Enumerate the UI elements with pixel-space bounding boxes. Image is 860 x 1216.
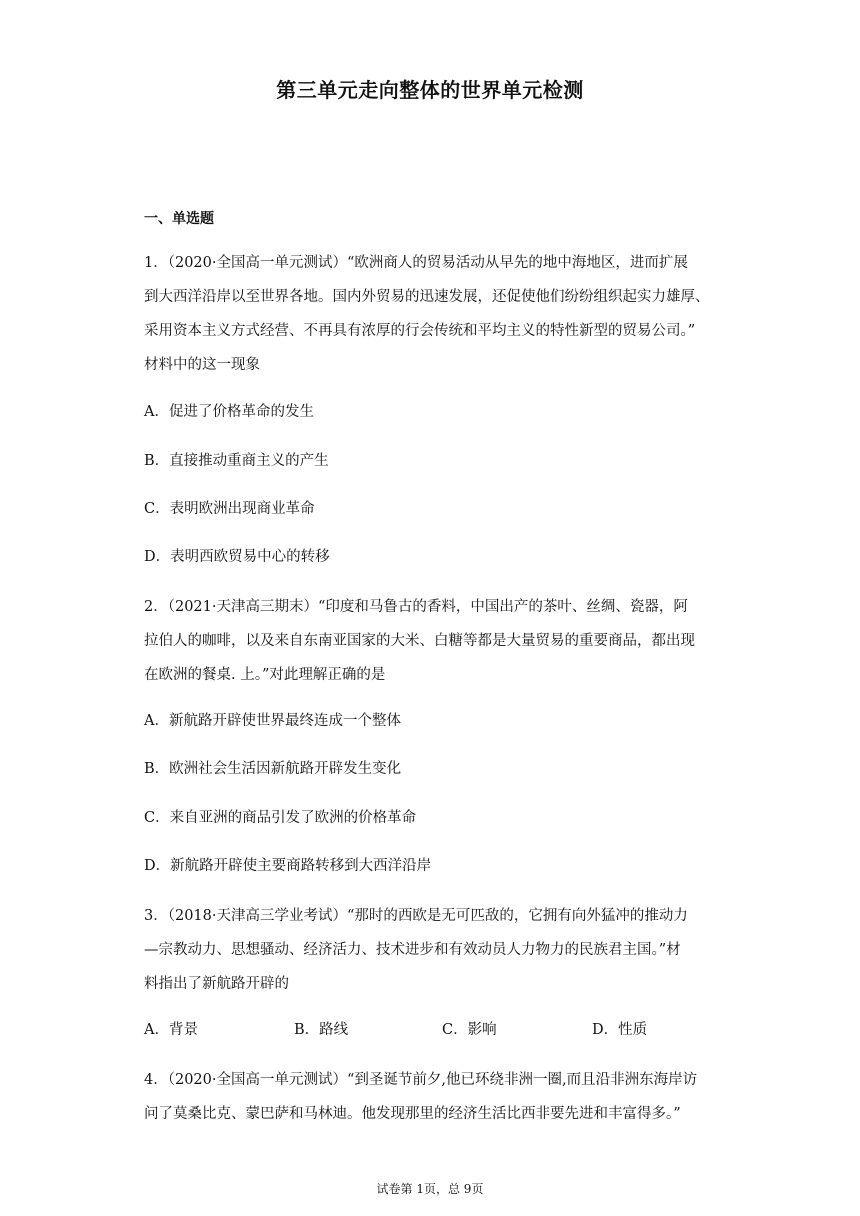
question-2-option-d: D．新航路开辟使主要商路转移到大西洋沿岸: [144, 858, 432, 874]
question-1-stem: [144, 246, 728, 382]
question-1-option-d: D．表明西欧贸易中心的转移: [144, 549, 330, 565]
question-line: 2．（2021·天津高三期末）“印度和马鲁古的香料，中国出产的茶叶、丝绸、瓷器，阿: [144, 599, 688, 615]
section-heading: 一、单选题: [144, 211, 214, 227]
question-line: 到大西洋沿岸以至世界各地。国内外贸易的迅速发展，还促使他们纷纷组织起实力雄厚、: [144, 289, 710, 305]
question-2-option-c: C．来自亚洲的商品引发了欧洲的价格革命: [144, 810, 417, 826]
question-1-option-b: B．直接推动重商主义的产生: [144, 453, 329, 469]
question-line: 问了莫桑比克、蒙巴萨和马林迪。他发现那里的经济生活比西非要先进和丰富得多。”: [144, 1106, 681, 1122]
question-line: 拉伯人的咖啡，以及来自东南亚国家的大米、白糖等都是大量贸易的重要商品，都出现: [144, 633, 695, 649]
question-line: 3．（2018·天津高三学业考试）“那时的西欧是无可匹敌的，它拥有向外猛冲的推动力: [144, 908, 688, 924]
question-2-option-a: A．新航路开辟使世界最终连成一个整体: [144, 713, 401, 729]
question-line: —宗教动力、思想骚动、经济活力、技术进步和有效动员人力物力的民族君主国。”材: [144, 942, 681, 958]
question-1-option-c: C．表明欧洲出现商业革命: [144, 501, 315, 517]
question-3-option-a: A．背景: [144, 1022, 198, 1038]
question-3-option-c: C．影响: [442, 1022, 497, 1038]
question-4-stem: [144, 1063, 728, 1131]
page-footer: 试卷第 1页，总 9页: [376, 1182, 484, 1196]
question-1-option-a: A．促进了价格革命的发生: [144, 404, 314, 420]
question-2-option-b: B．欧洲社会生活因新航路开辟发生变化: [144, 761, 402, 777]
question-line: 料指出了新航路开辟的: [144, 976, 289, 992]
question-2-stem: [144, 590, 728, 692]
question-line: 采用资本主义方式经营、不再具有浓厚的行会传统和平均主义的特性新型的贸易公司。”: [144, 323, 696, 339]
question-line: 在欧洲的餐桌. 上。”对此理解正确的是: [144, 667, 386, 683]
question-3-option-b: B．路线: [294, 1022, 349, 1038]
question-3-stem: [144, 899, 728, 1001]
page-title: 第三单元走向整体的世界单元检测: [276, 78, 584, 102]
question-3-options: [144, 1020, 744, 1040]
question-line: 材料中的这一现象: [144, 357, 260, 373]
question-line: 1．（2020·全国高一单元测试）“欧洲商人的贸易活动从早先的地中海地区，进而扩展: [144, 255, 688, 271]
question-line: 4．（2020·全国高一单元测试）“到圣诞节前夕,他已环绕非洲一圈,而且沿非洲东海岸访: [144, 1072, 698, 1088]
question-3-option-d: D．性质: [592, 1022, 648, 1038]
